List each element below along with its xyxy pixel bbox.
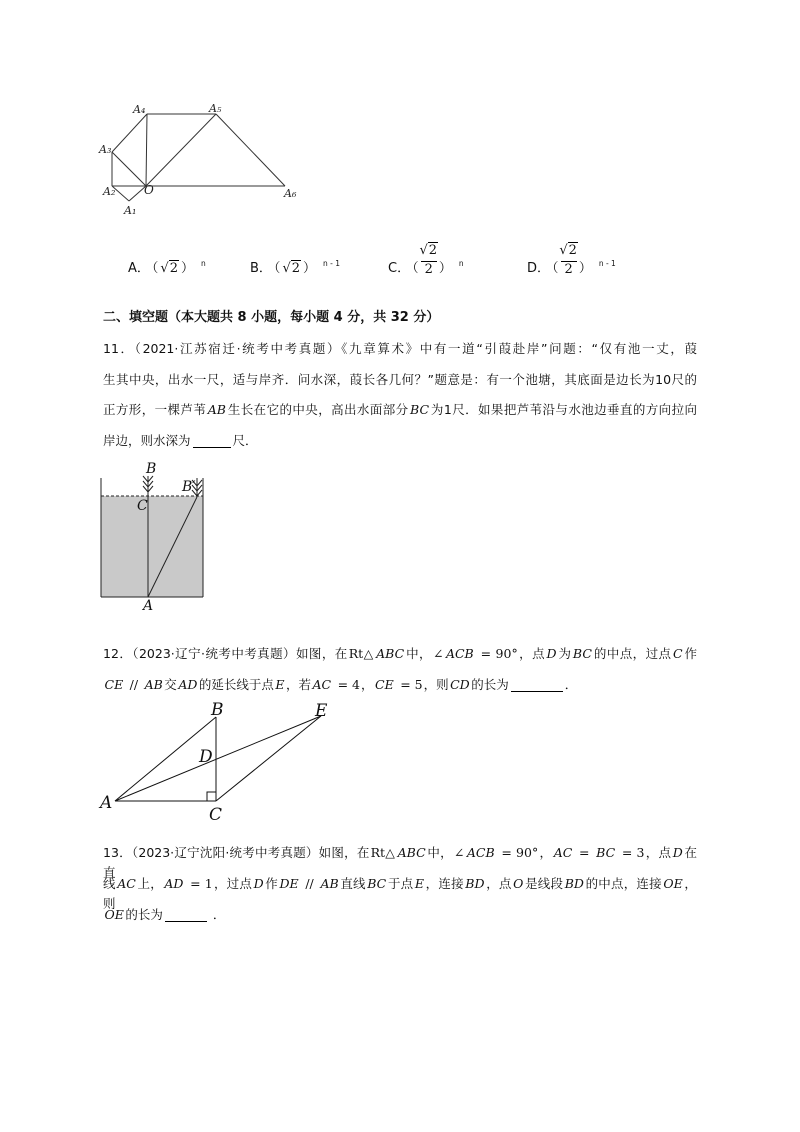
label-a5: A₅ — [209, 102, 222, 115]
text-segment: 的延长线于点 — [198, 677, 274, 692]
math-var: BC — [572, 646, 592, 661]
text-segment: ，则 — [103, 876, 697, 911]
question-13-line-2 — [103, 874, 697, 911]
left-paren: （ — [273, 261, 281, 276]
text-segment: 交 — [164, 677, 177, 692]
radicand: 2 — [568, 243, 577, 258]
label-e: E — [315, 701, 328, 721]
figure-triangle-abc — [95, 700, 335, 826]
math-var: AD — [178, 677, 198, 692]
label-b-prime: B′ — [182, 479, 196, 495]
text-segment: 线 — [103, 876, 116, 891]
math-var: CE — [375, 677, 394, 692]
math-var: OE — [104, 907, 124, 922]
denominator: 2 — [564, 262, 573, 277]
text-segment: 12．（2023·辽宁·统考中考真题）如图，在 — [103, 646, 348, 661]
right-angle-mark — [207, 792, 216, 801]
radical-sign: √ — [160, 261, 169, 276]
math-var: ACB — [445, 646, 474, 661]
label-d: D — [199, 747, 213, 767]
label-o: O — [144, 183, 154, 197]
math-var: BC — [596, 845, 616, 860]
math-var: AC — [312, 677, 332, 692]
label-a2: A₂ — [103, 185, 116, 198]
math-var: O — [513, 876, 524, 891]
option-a — [128, 254, 206, 274]
math-symbol: = — [574, 845, 594, 860]
question-11-line-4 — [103, 431, 697, 451]
question-13-line-1 — [103, 843, 697, 880]
question-12-line-1 — [103, 644, 697, 664]
label-b: B — [211, 700, 224, 720]
math-var: DE — [279, 876, 299, 891]
right-paren: ） — [181, 261, 195, 276]
math-var: E — [275, 677, 285, 692]
segment-a3-a4 — [112, 114, 147, 152]
math-var: ACB — [466, 845, 495, 860]
segment-o-a3 — [112, 152, 146, 186]
fraction — [559, 243, 577, 278]
math-symbol: = 90° — [497, 845, 539, 860]
radical-sign: √ — [559, 243, 568, 258]
text-segment: 中， — [427, 845, 453, 860]
text-segment: 生长在它的中央，高出水面部分 — [227, 402, 409, 417]
math-var: BC — [410, 402, 430, 417]
label-a3: A₃ — [99, 143, 112, 156]
math-var: AB — [207, 402, 226, 417]
segment-o-a4 — [146, 114, 147, 186]
radicand: 2 — [428, 243, 438, 258]
segment-ce — [216, 716, 321, 801]
math-var: D — [546, 646, 557, 661]
math-var: OE — [663, 876, 683, 891]
text-segment: ． — [208, 907, 226, 922]
text-segment: ，过点 — [213, 876, 253, 891]
math-symbol: ∠ — [432, 646, 444, 661]
question-11-line-2 — [103, 370, 697, 390]
math-var: AB — [320, 876, 339, 891]
label-a: A — [100, 793, 113, 813]
text-segment: ． — [564, 677, 578, 692]
label-a1: A₁ — [124, 204, 137, 217]
text-segment: 尺． — [232, 433, 258, 448]
math-symbol: // — [125, 677, 143, 692]
question-13-line-3 — [103, 905, 697, 925]
text-segment: 于点 — [387, 876, 414, 891]
math-var: AD — [164, 876, 184, 891]
option-letter: B． — [250, 261, 272, 276]
segment-a5-a6 — [216, 114, 285, 186]
math-var: ABC — [397, 845, 426, 860]
math-var: BD — [465, 876, 485, 891]
left-paren: （ — [151, 261, 159, 276]
question-12-line-2 — [103, 675, 697, 695]
text-segment: 为 — [558, 646, 572, 661]
math-symbol: = 90° — [476, 646, 518, 661]
denominator: 2 — [424, 262, 433, 277]
label-c: C — [209, 805, 223, 825]
math-var: AB — [144, 677, 163, 692]
math-symbol: ∠ — [453, 845, 465, 860]
math-var: BC — [367, 876, 387, 891]
math-symbol: = 5 — [396, 677, 423, 692]
text-segment: 岸边，则水深为 — [103, 433, 191, 448]
radical-sign: √ — [419, 243, 428, 258]
text-segment: 中， — [405, 646, 432, 661]
text-segment: 上， — [137, 876, 163, 891]
text-segment: 11．（2021·江苏宿迁·统考中考真题）《九章算术》中有一道“引葭赴岸”问题：“仅有池一丈，葭 — [103, 341, 697, 356]
math-symbol: // — [301, 876, 318, 891]
text-segment: 生其中央，出水一尺，适与岸齐．问水深，葭长各几何？”题意是：有一个池塘，其底面是边长为10尺的 — [103, 372, 697, 387]
radical-sign: √ — [282, 261, 291, 276]
text-segment: ，点 — [518, 646, 546, 661]
text-segment: ，点 — [486, 876, 512, 891]
text-segment: 13．（2023·辽宁沈阳·统考中考真题）如图，在 — [103, 845, 370, 860]
segment-ae — [115, 716, 321, 801]
option-letter: C． — [388, 261, 411, 276]
radicand: 2 — [169, 261, 178, 276]
option-letter: A． — [128, 261, 150, 276]
text-segment: 正方形，一棵芦苇 — [103, 402, 207, 417]
label-a6: A₆ — [284, 187, 297, 200]
answer-blank — [193, 433, 231, 448]
math-var: D — [672, 845, 683, 860]
radicand: 2 — [291, 261, 301, 276]
math-var: AC — [553, 845, 573, 860]
math-symbol: Rt△ — [370, 845, 396, 860]
segment-o-a5 — [146, 114, 216, 186]
water-area — [101, 496, 203, 597]
text-segment: 的中点，连接 — [585, 876, 662, 891]
answer-blank — [511, 677, 563, 692]
exponent: n - 1 — [598, 259, 616, 268]
math-var: D — [253, 876, 264, 891]
left-paren: （ — [552, 261, 559, 276]
math-symbol: = 1 — [185, 876, 213, 891]
text-segment: 在直 — [103, 845, 697, 880]
label-a4: A₄ — [133, 103, 146, 116]
left-paren: （ — [412, 261, 419, 276]
figure-isosceles-right-triangles — [95, 98, 305, 222]
label-b: B — [146, 461, 157, 477]
text-segment: ，点 — [645, 845, 672, 860]
exponent: n — [458, 259, 464, 268]
numerator — [559, 242, 579, 262]
right-paren: ） — [303, 261, 317, 276]
math-var: C — [672, 646, 683, 661]
text-segment: ，则 — [423, 677, 449, 692]
math-var: CD — [450, 677, 470, 692]
text-segment: 作 — [265, 876, 278, 891]
math-var: AC — [117, 876, 136, 891]
text-segment: 是线段 — [524, 876, 564, 891]
section-title: 二、填空题（本大题共 8 小题，每小题 4 分，共 32 分） — [103, 310, 440, 325]
exponent: n — [201, 259, 206, 268]
fraction — [419, 243, 438, 278]
text-segment: ，若 — [286, 677, 312, 692]
option-letter: D． — [527, 261, 551, 276]
text-segment: 为1尺．如果把芦苇沿与水池边垂直的方向拉向 — [430, 402, 697, 417]
math-symbol: = 3 — [617, 845, 645, 860]
label-c: C — [137, 498, 148, 514]
numerator — [419, 242, 439, 262]
answer-blank — [165, 907, 207, 922]
exponent: n - 1 — [323, 259, 341, 268]
text-segment: 的中点，过点 — [593, 646, 672, 661]
figure-pond-reed — [95, 458, 215, 616]
option-d — [527, 243, 616, 277]
text-segment: ， — [539, 845, 553, 860]
text-segment: 的长为 — [125, 907, 163, 922]
math-var: E — [414, 876, 424, 891]
math-var: BD — [564, 876, 584, 891]
option-c — [388, 243, 464, 277]
math-var: ABC — [376, 646, 405, 661]
question-11-line-1 — [103, 339, 697, 359]
text-segment: ，连接 — [425, 876, 464, 891]
math-var: CE — [104, 677, 124, 692]
math-symbol: = 4 — [333, 677, 360, 692]
math-symbol: Rt△ — [348, 646, 374, 661]
text-segment: 作 — [684, 646, 697, 661]
question-11-line-3 — [103, 400, 697, 420]
label-a: A — [143, 598, 154, 614]
option-b — [250, 254, 340, 274]
right-paren: ） — [438, 261, 452, 276]
text-segment: 直线 — [340, 876, 366, 891]
text-segment: 的长为 — [471, 677, 509, 692]
right-paren: ） — [578, 261, 592, 276]
text-segment: ， — [361, 677, 374, 692]
